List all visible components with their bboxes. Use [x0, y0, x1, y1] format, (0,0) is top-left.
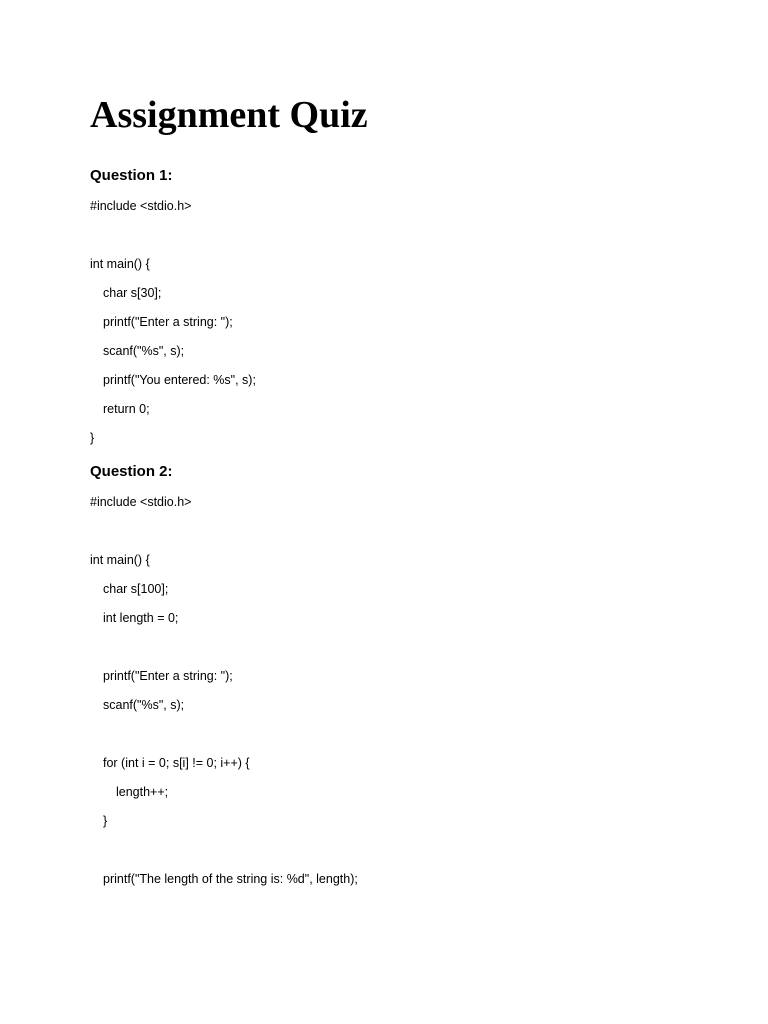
- code-line: printf("You entered: %s", s);: [103, 373, 256, 387]
- code-line: [90, 633, 358, 662]
- code-line: char s[100];: [103, 582, 169, 596]
- code-line: [90, 517, 358, 546]
- code-line: [90, 836, 358, 865]
- code-line: printf("The length of the string is: %d", length);: [103, 872, 358, 886]
- code-line: #include <stdio.h>: [90, 199, 192, 213]
- code-line: [90, 720, 358, 749]
- code-line: }: [103, 814, 108, 828]
- code-line: scanf("%s", s);: [103, 698, 185, 712]
- code-line: for (int i = 0; s[i] != 0; i++) {: [103, 756, 250, 770]
- code-line: printf("Enter a string: ");: [103, 315, 233, 329]
- code-line: }: [90, 431, 95, 445]
- code-line: return 0;: [103, 402, 150, 416]
- code-line: #include <stdio.h>: [90, 495, 192, 509]
- code-line: [90, 221, 256, 250]
- code-line: printf("Enter a string: ");: [103, 669, 233, 683]
- code-line: char s[30];: [103, 286, 162, 300]
- question-2-code: [90, 488, 358, 894]
- code-line: length++;: [116, 785, 169, 799]
- document-title: Assignment Quiz: [90, 94, 368, 136]
- code-line: scanf("%s", s);: [103, 344, 185, 358]
- question-1-code: [90, 192, 256, 453]
- code-line: int main() {: [90, 257, 150, 271]
- code-line: int length = 0;: [103, 611, 179, 625]
- code-line: int main() {: [90, 553, 150, 567]
- question-2-heading: Question 2:: [90, 463, 173, 480]
- question-1-heading: Question 1:: [90, 167, 173, 184]
